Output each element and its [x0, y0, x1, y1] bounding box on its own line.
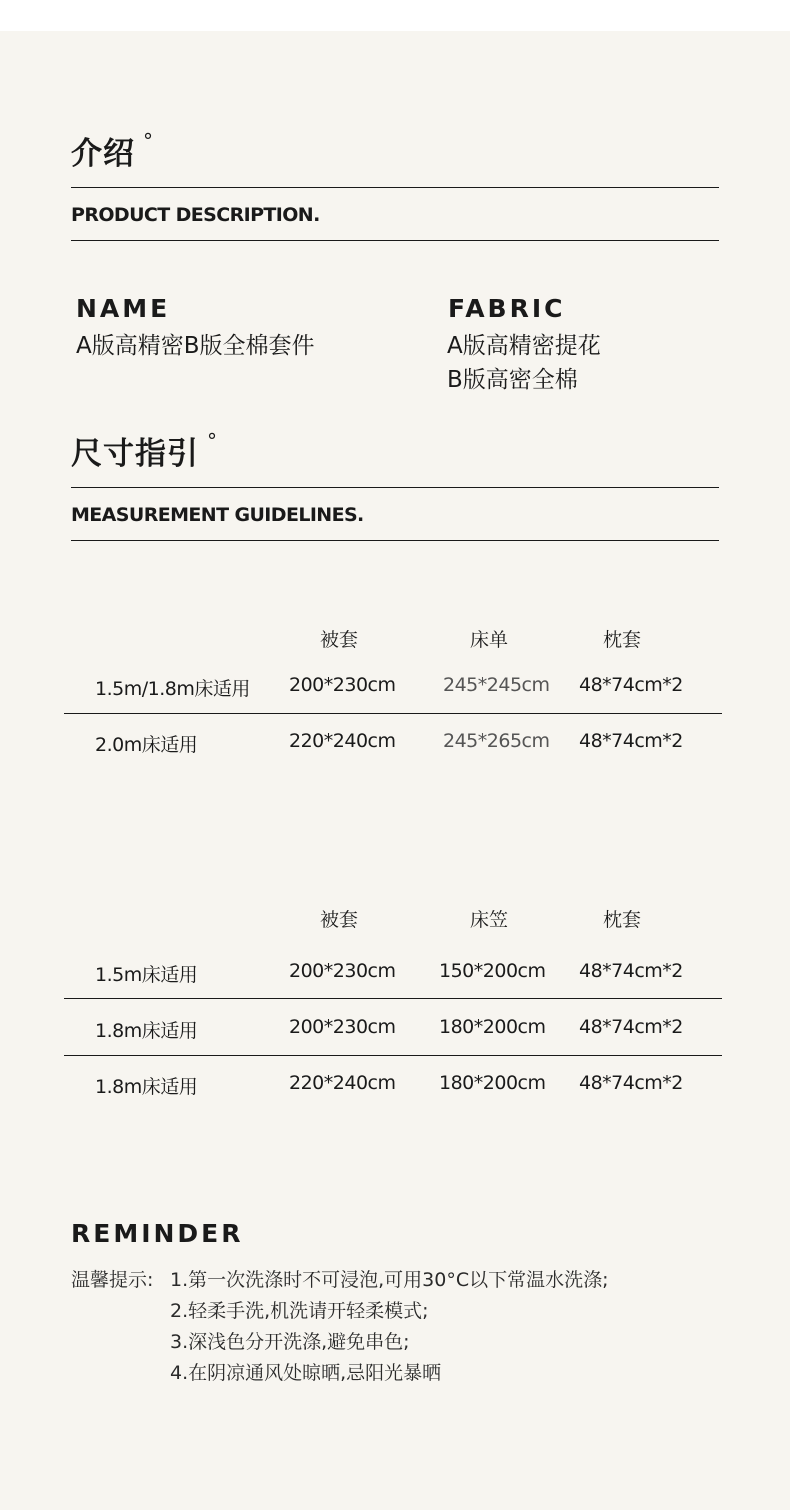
- row-label: 1.8m床适用: [95, 1020, 198, 1042]
- column-header: 床笠: [470, 909, 509, 931]
- divider: [71, 540, 719, 541]
- table-cell: 245*265cm: [443, 730, 550, 752]
- reminder-item: 3.深浅色分开洗涤,避免串色;: [170, 1331, 410, 1353]
- table-cell: 180*200cm: [439, 1072, 546, 1094]
- table-cell: 180*200cm: [439, 1016, 546, 1038]
- reminder-item: 4.在阴凉通风处晾晒,忌阳光暴晒: [170, 1362, 442, 1384]
- reminder-item: 1.第一次洗涤时不可浸泡,可用30°C以下常温水洗涤;: [170, 1269, 609, 1291]
- table-cell: 48*74cm*2: [579, 1016, 683, 1038]
- table-cell: 200*230cm: [289, 1016, 396, 1038]
- table-cell: 150*200cm: [439, 960, 546, 982]
- intro-heading: 介绍 °: [71, 129, 154, 172]
- row-divider: [64, 713, 722, 714]
- row-divider: [64, 1055, 722, 1056]
- table-cell: 245*245cm: [443, 674, 550, 696]
- row-label: 1.8m床适用: [95, 1076, 198, 1098]
- row-label: 2.0m床适用: [95, 734, 198, 756]
- column-header: 床单: [470, 629, 509, 651]
- reminder-title: REMINDER: [71, 1219, 244, 1248]
- row-divider: [64, 998, 722, 999]
- intro-subtitle: PRODUCT DESCRIPTION.: [71, 204, 320, 226]
- table-cell: 48*74cm*2: [579, 674, 683, 696]
- table-cell: 220*240cm: [289, 1072, 396, 1094]
- divider: [71, 487, 719, 488]
- table-cell: 200*230cm: [289, 960, 396, 982]
- column-header: 被套: [320, 909, 359, 931]
- fabric-value-line: A版高精密提花: [447, 333, 601, 359]
- column-header: 枕套: [603, 629, 642, 651]
- name-label: NAME: [76, 294, 171, 323]
- reminder-item: 2.轻柔手洗,机洗请开轻柔模式;: [170, 1300, 429, 1322]
- fabric-label: FABRIC: [448, 294, 566, 323]
- degree-mark: °: [207, 429, 218, 453]
- name-value: A版高精密B版全棉套件: [76, 333, 315, 359]
- column-header: 枕套: [603, 909, 642, 931]
- column-header: 被套: [320, 629, 359, 651]
- table-cell: 220*240cm: [289, 730, 396, 752]
- row-label: 1.5m床适用: [95, 964, 198, 986]
- divider: [71, 240, 719, 241]
- size-guide-subtitle: MEASUREMENT GUIDELINES.: [71, 504, 364, 526]
- table-cell: 48*74cm*2: [579, 1072, 683, 1094]
- table-cell: 200*230cm: [289, 674, 396, 696]
- size-guide-heading: 尺寸指引 °: [71, 429, 218, 472]
- table-cell: 48*74cm*2: [579, 960, 683, 982]
- row-label: 1.5m/1.8m床适用: [95, 678, 250, 700]
- reminder-prefix: 温馨提示:: [71, 1269, 154, 1291]
- divider: [71, 187, 719, 188]
- fabric-value-line: B版高密全棉: [447, 367, 578, 393]
- table-cell: 48*74cm*2: [579, 730, 683, 752]
- degree-mark: °: [143, 129, 154, 153]
